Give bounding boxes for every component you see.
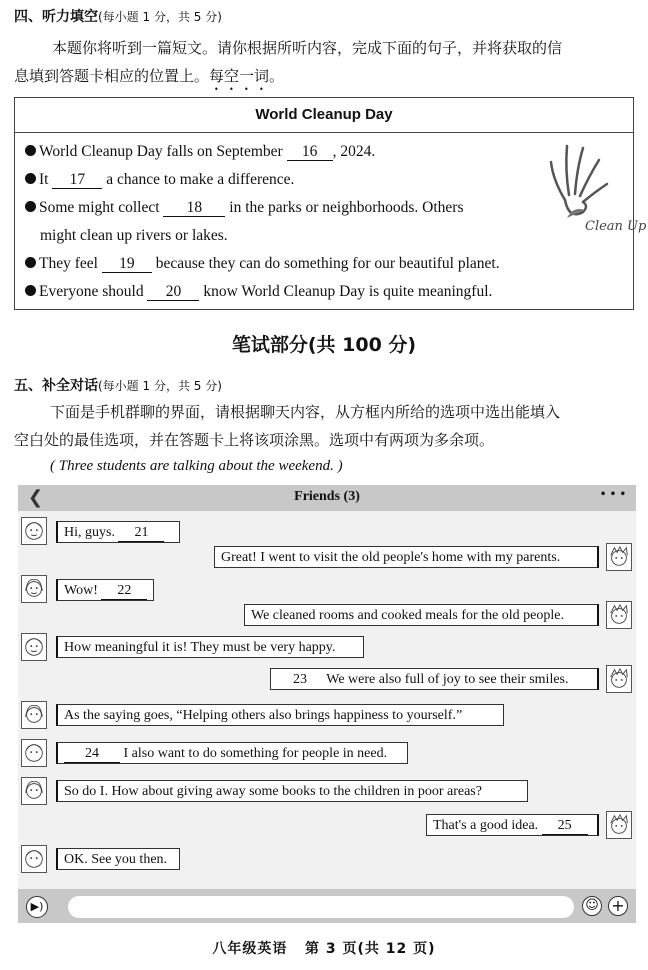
bullet <box>25 173 36 184</box>
girl-avatar-icon <box>22 778 46 804</box>
bullet <box>25 257 36 268</box>
bullet <box>25 285 36 296</box>
box-title: World Cleanup Day <box>15 98 633 133</box>
avatar-friend <box>606 601 632 629</box>
avatar-boy <box>21 633 47 661</box>
message-text: We were also full of joy to see their smiles. <box>326 672 569 687</box>
blank-24[interactable]: 24 <box>64 745 120 763</box>
message-25 <box>426 814 599 836</box>
listening-line-17 <box>25 171 294 189</box>
line-text: World Cleanup Day falls on September <box>39 143 283 160</box>
friend-avatar-icon <box>607 602 631 628</box>
section4-score: (每小题 1 分，共 5 分) <box>98 10 222 24</box>
smiley-icon[interactable]: ☺ <box>582 896 602 916</box>
message-21 <box>56 521 180 543</box>
hand-logo-icon <box>545 140 647 240</box>
voice-icon[interactable]: ▶) <box>26 896 48 918</box>
blank-18[interactable]: 18 <box>163 199 225 217</box>
listening-line-16 <box>25 143 375 161</box>
line-text: a chance to make a difference. <box>106 171 295 188</box>
section5-title: 五、补全对话 <box>14 378 98 394</box>
line-text: know World Cleanup Day is quite meaningful. <box>203 283 493 300</box>
avatar-friend <box>606 665 632 693</box>
message-left-6: OK. See you then. <box>56 848 180 870</box>
listening-line-18-cont <box>40 227 228 245</box>
listening-line-18 <box>25 199 463 217</box>
message-right-1: Great! I went to visit the old people's home with my parents. <box>214 546 599 568</box>
line-text: It <box>39 171 49 188</box>
line-text: They feel <box>39 255 98 272</box>
blank-22[interactable]: 22 <box>101 582 147 600</box>
logo-text: Clean Up <box>585 219 647 234</box>
intro-line2-c: 。 <box>269 67 285 85</box>
section4-title: 四、听力填空 <box>14 9 98 25</box>
line-text: , 2024. <box>332 143 376 160</box>
boy-avatar-icon <box>22 740 46 766</box>
boy-avatar-icon <box>22 846 46 872</box>
message-24 <box>56 742 408 764</box>
chat-topbar <box>18 485 636 511</box>
blank-21[interactable]: 21 <box>118 524 164 542</box>
emphasized-instruction: 每空一词 <box>209 67 270 85</box>
friend-avatar-icon <box>607 812 631 838</box>
chat-input-bar <box>18 889 636 923</box>
section5-score: (每小题 1 分，共 5 分) <box>98 379 222 393</box>
written-part-title: 笔试部分(共 100 分) <box>231 334 417 356</box>
message-text: Wow! <box>64 583 98 598</box>
section4-intro-line2 <box>14 62 284 94</box>
message-left-5: So do I. How about giving away some books to the children in poor areas? <box>56 780 528 802</box>
more-icon[interactable]: • • • <box>599 489 626 500</box>
message-left-3: How meaningful it is! They must be very happy. <box>56 636 364 658</box>
bullet <box>25 145 36 156</box>
message-22 <box>56 579 154 601</box>
boy-avatar-icon <box>22 518 46 544</box>
chat-title: Friends (3) <box>294 489 360 504</box>
avatar-boy <box>21 517 47 545</box>
blank-25[interactable]: 25 <box>542 817 588 835</box>
chat-window <box>18 485 636 923</box>
line-text: Everyone should <box>39 283 144 300</box>
message-right-2: We cleaned rooms and cooked meals for the old people. <box>244 604 599 626</box>
avatar-girl <box>21 701 47 729</box>
section4-intro-line1: 本题你将听到一篇短文。请你根据所听内容，完成下面的句子，并将获取的信 <box>52 39 563 57</box>
plus-icon[interactable]: + <box>608 896 628 916</box>
back-icon[interactable]: ❮ <box>28 487 44 508</box>
blank-19[interactable]: 19 <box>102 255 152 273</box>
blank-16[interactable]: 16 <box>287 143 333 161</box>
dialogue-note: ( Three students are talking about the weekend. ) <box>50 458 343 474</box>
cleanup-box <box>14 97 647 310</box>
page-footer: 八年级英语 第 3 页(共 12 页) <box>212 941 436 957</box>
message-23 <box>270 668 599 690</box>
avatar-girl <box>21 777 47 805</box>
line-text: because they can do something for our beautiful planet. <box>155 255 500 272</box>
message-left-4: As the saying goes, “Helping others also brings happiness to yourself.” <box>56 704 504 726</box>
avatar-boy <box>21 739 47 767</box>
blank-23[interactable]: 23 <box>293 672 307 687</box>
listening-line-19 <box>25 255 500 273</box>
blank-17[interactable]: 17 <box>52 171 102 189</box>
friend-avatar-icon <box>607 544 631 570</box>
boy-avatar-icon <box>22 634 46 660</box>
message-input[interactable] <box>68 896 574 918</box>
line-text: Some might collect <box>39 199 160 216</box>
section5-heading <box>14 375 222 395</box>
avatar-friend <box>606 543 632 571</box>
line-text: in the parks or neighborhoods. Others <box>229 199 464 216</box>
section4-heading <box>14 6 222 26</box>
section5-intro-line2: 空白处的最佳选项，并在答题卡上将该项涂黑。选项中有两项为多余项。 <box>14 431 495 449</box>
listening-line-20 <box>25 283 492 301</box>
avatar-friend <box>606 811 632 839</box>
message-text: That's a good idea. <box>433 818 539 833</box>
line-text: might clean up rivers or lakes. <box>40 227 228 244</box>
message-text: I also want to do something for people in need. <box>123 746 388 761</box>
friend-avatar-icon <box>607 666 631 692</box>
avatar-girl <box>21 575 47 603</box>
clean-up-logo <box>545 140 647 240</box>
avatar-boy <box>21 845 47 873</box>
girl-avatar-icon <box>22 702 46 728</box>
girl-avatar-icon <box>22 576 46 602</box>
blank-20[interactable]: 20 <box>147 283 199 301</box>
bullet <box>25 201 36 212</box>
message-text: Hi, guys. <box>64 525 115 540</box>
intro-line2-a: 息填到答题卡相应的位置上。 <box>14 67 210 85</box>
section5-intro-line1: 下面是手机群聊的界面，请根据聊天内容，从方框内所给的选项中选出能填入 <box>50 403 561 421</box>
